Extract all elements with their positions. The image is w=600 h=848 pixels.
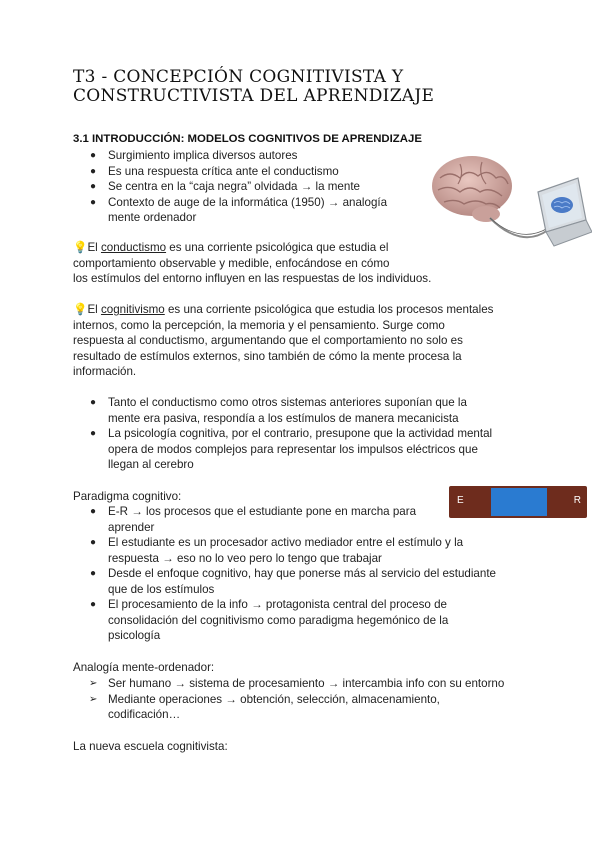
conductismo-term: conductismo — [100, 241, 167, 254]
list-item: ● El estudiante es un procesador activo mediador entre el estímulo y la respuesta → eso no lo veo pero lo tengo que trabajar — [90, 536, 464, 565]
image-label-e: E — [457, 495, 464, 506]
list-item: ● Es una respuesta crítica ante el conductismo — [90, 164, 339, 178]
list-item: ● Surgimiento implica diversos autores — [90, 149, 298, 162]
list-item: ● La psicología cognitiva, por el contrario, presupone que la actividad mental opera de modos complejos para representar los impulsos eléctricos que llegan al cerebro — [90, 427, 493, 471]
analogia-bullet-list — [73, 676, 504, 723]
list-item: ● E-R → los procesos que el estudiante pone en marcha para aprender — [90, 505, 417, 534]
bullet-icon: ● — [90, 568, 97, 579]
list-item: ➢ Ser humano → sistema de procesamiento → intercambia info con su entorno — [89, 677, 505, 690]
comparison-bullet-list — [73, 395, 492, 473]
bullet-icon: ● — [90, 196, 97, 208]
arrow-bullet-icon: ➢ — [89, 678, 98, 689]
brain-laptop-illustration — [430, 148, 592, 252]
bullet-icon: ● — [90, 599, 97, 610]
list-item: ➢ Mediante operaciones → obtención, selección, almacenamiento, codificación… — [89, 692, 440, 721]
nueva-escuela-heading: La nueva escuela cognitivista: — [73, 740, 228, 753]
conductismo-paragraph: 💡El conductismo es una corriente psicológica que estudia el comportamiento observable y medible, enfocándose en cómo los estímulos del entorno influyen en las respuestas de los individuos. — [73, 241, 432, 285]
cognitivismo-paragraph: 💡El cognitivismo es una corriente psicológica que estudia los procesos mentales internos, como la percepción, la memoria y el pensamiento. Surge como respuesta al conductismo, argumentando que el comportamiento no solo es resultado de estímulos externos, sino también de cómo la mente procesa la información. — [73, 303, 494, 378]
list-item: ● Se centra en la “caja negra” olvidada → la mente — [90, 180, 360, 193]
intro-bullet-list — [73, 148, 413, 226]
paradigma-heading: Paradigma cognitivo: — [73, 490, 182, 503]
list-item: ● Contexto de auge de la informática (1950) → analogía mente ordenador — [90, 195, 388, 224]
list-item: ● Tanto el conductismo como otros sistemas anteriores suponían que la mente era pasiva, respondía a los estímulos de manera mecanicista — [90, 396, 467, 425]
bullet-icon: ● — [90, 165, 97, 177]
cognitivismo-term: cognitivismo — [100, 303, 165, 316]
page-title: T3 - CONCEPCIÓN COGNITIVISTA Y CONSTRUCTIVISTA DEL APRENDIZAJE — [73, 67, 435, 106]
analogia-heading: Analogía mente-ordenador: — [73, 661, 215, 674]
bullet-icon: ● — [90, 537, 97, 548]
list-item: ● Desde el enfoque cognitivo, hay que ponerse más al servicio del estudiante que de los estímulos — [90, 567, 496, 596]
arrow-bullet-icon: ➢ — [89, 693, 98, 705]
section-heading: 3.1 INTRODUCCIÓN: MODELOS COGNITIVOS DE APRENDIZAJE — [73, 133, 422, 145]
lightbulb-icon: 💡 — [73, 241, 88, 254]
bullet-icon: ● — [90, 428, 97, 439]
paradigma-bullet-list — [73, 504, 496, 644]
bullet-icon: ● — [90, 506, 97, 517]
lightbulb-icon: 💡 — [73, 303, 88, 316]
black-box-block — [491, 488, 547, 516]
list-item: ● El procesamiento de la info → protagonista central del proceso de consolidación del cognitivismo como paradigma hegemónico de la psicología — [90, 598, 449, 642]
bullet-icon: ● — [90, 397, 97, 408]
bullet-icon: ● — [90, 181, 97, 192]
bullet-icon: ● — [90, 150, 97, 161]
image-label-r: R — [573, 495, 581, 506]
